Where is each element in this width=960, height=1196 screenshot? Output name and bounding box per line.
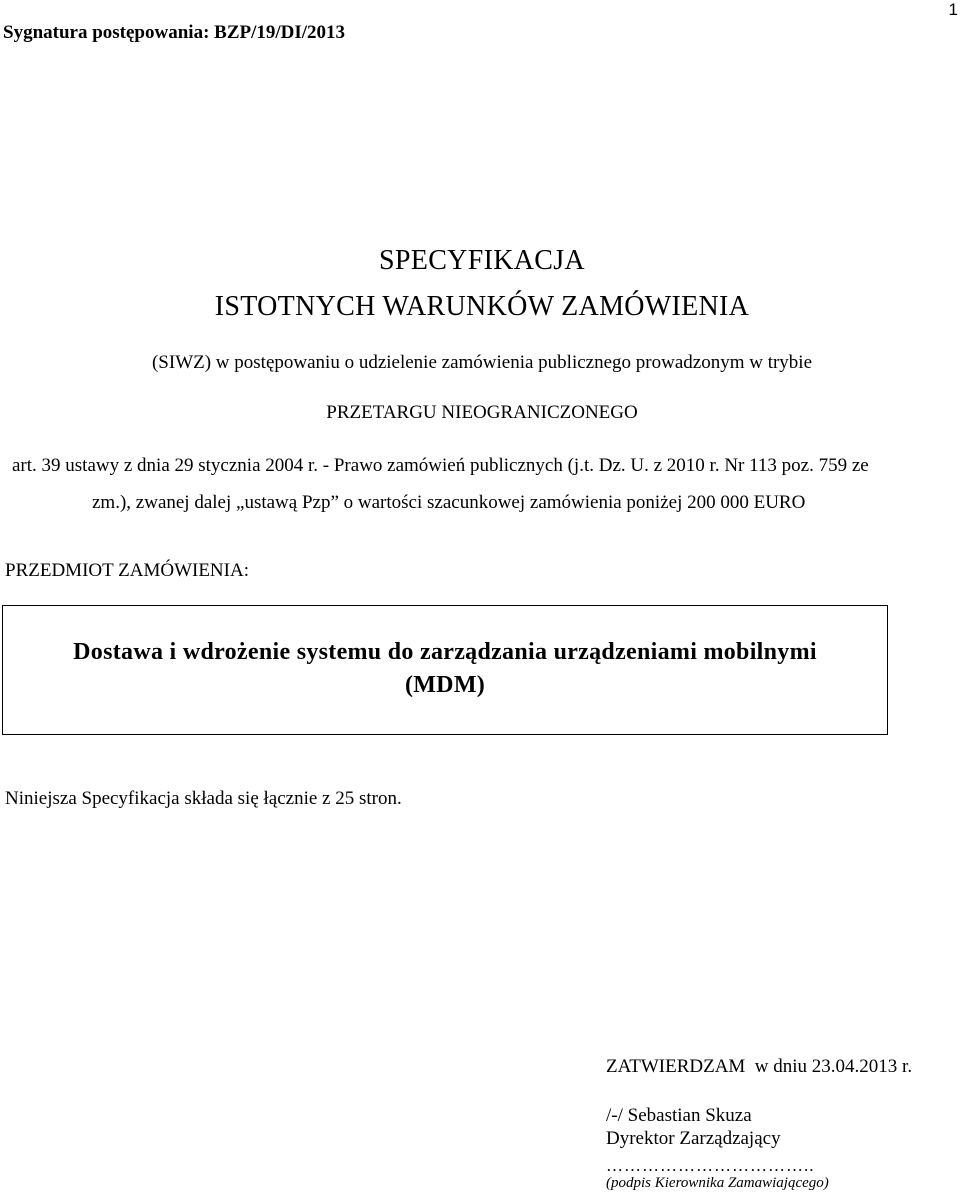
document-title: SPECYFIKACJA (379, 245, 585, 276)
pages-note: Niniejsza Specyfikacja składa się łącznie z 25 stron. (5, 788, 402, 809)
legal-basis-line-2: zm.), zwanej dalej „ustawą Pzp” o wartości szacunkowej zamówienia poniżej 200 000 EURO (92, 492, 806, 513)
subject-line-1: Dostawa i wdrożenie systemu do zarządzania urządzeniami mobilnymi (73, 639, 817, 665)
subject-label: PRZEDMIOT ZAMÓWIENIA: (5, 560, 249, 581)
case-signature: Sygnatura postępowania: BZP/19/DI/2013 (3, 22, 346, 43)
subject-line-2: (MDM) (404, 672, 486, 698)
subject-text (3, 636, 887, 702)
approval-statement: ZATWIERDZAM w dniu 23.04.2013 r. (606, 1056, 913, 1077)
legal-basis-line-1: art. 39 ustawy z dnia 29 stycznia 2004 r. - Prawo zamówień publicznych (j.t. Dz. U. z 2010 r. Nr 113 poz. 759 ze (12, 455, 869, 476)
signature-line: …………………………….. (606, 1156, 815, 1175)
signature-caption: (podpis Kierownika Zamawiającego) (606, 1175, 829, 1191)
document-subtitle: ISTOTNYCH WARUNKÓW ZAMÓWIENIA (214, 291, 750, 322)
approver-role: Dyrektor Zarządzający (606, 1128, 781, 1149)
subject-box (2, 605, 888, 735)
approver-name: /-/ Sebastian Skuza (606, 1105, 752, 1126)
procedure-mode: PRZETARGU NIEOGRANICZONEGO (326, 402, 638, 423)
page-number: 1 (948, 0, 958, 19)
intro-line: (SIWZ) w postępowaniu o udzielenie zamówienia publicznego prowadzonym w trybie (151, 352, 813, 373)
